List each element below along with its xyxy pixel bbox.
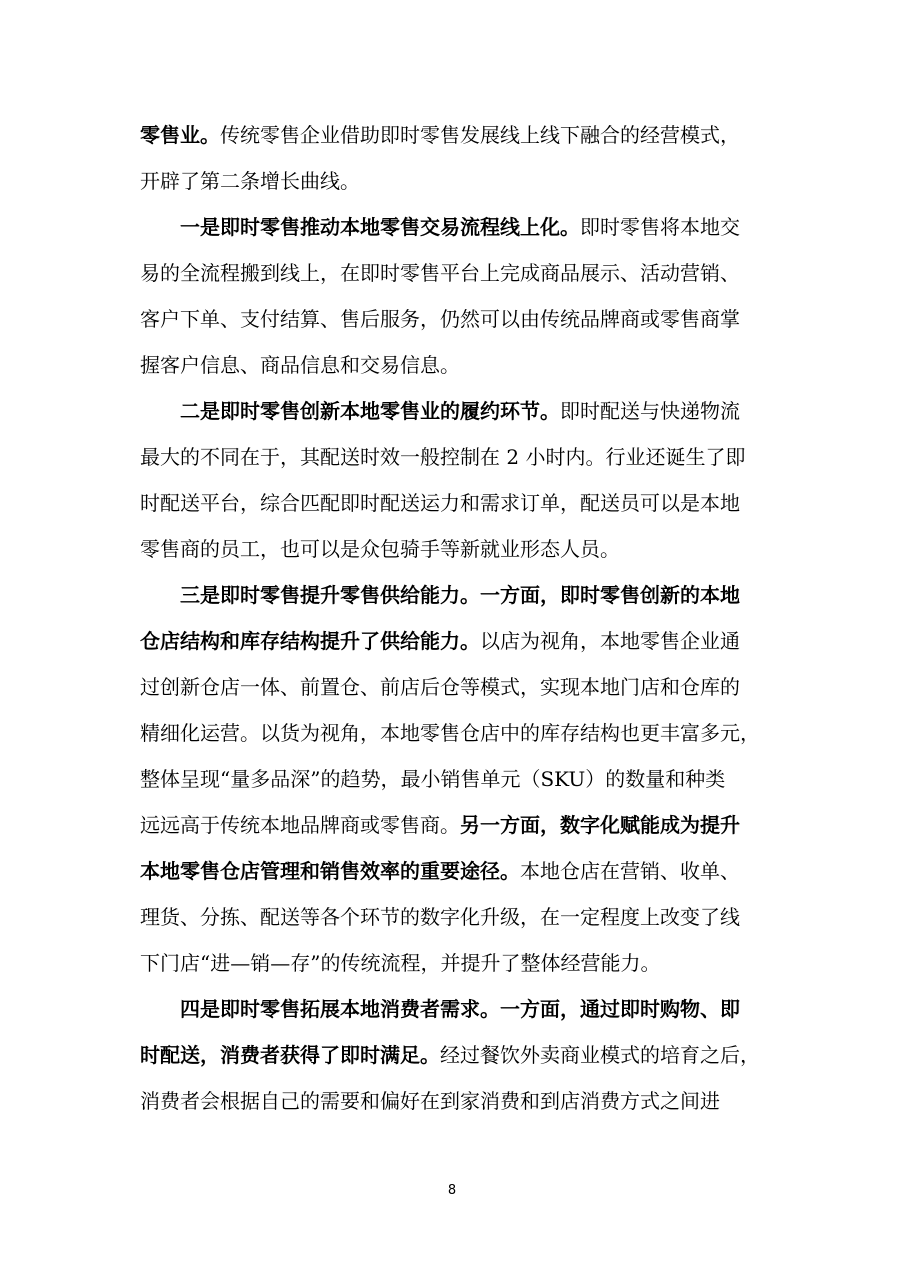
body-text: 远远高于传统本地品牌商或零售商。 <box>140 813 460 837</box>
body-text: 消费者会根据自己的需要和偏好在到家消费和到店消费方式之间进 <box>140 1089 720 1113</box>
paragraph-5 <box>140 986 766 1124</box>
paragraph-line <box>140 296 766 342</box>
paragraph-line <box>140 848 766 894</box>
bold-text: 本地零售仓店管理和销售效率的重要途径。 <box>140 859 520 883</box>
body-text: 传统零售企业借助即时零售发展线上线下融合的经营模式， <box>220 123 740 147</box>
body-text: 理货、分拣、配送等各个环节的数字化升级，在一定程度上改变了线 <box>140 905 740 929</box>
body-text: 整体呈现“量多品深”的趋势，最小销售单元（SKU）的数量和种类 <box>140 767 726 791</box>
paragraph-line <box>140 112 766 158</box>
body-text: 开辟了第二条增长曲线。 <box>140 169 360 193</box>
bold-text: 三是即时零售提升零售供给能力。一方面，即时零售创新的本地 <box>180 583 740 607</box>
body-text: 过创新仓店一体、前置仓、前店后仓等模式，实现本地门店和仓库的 <box>140 675 740 699</box>
paragraph-line <box>140 986 766 1032</box>
document-body <box>140 112 766 1124</box>
body-text: 以店为视角，本地零售企业通 <box>480 629 740 653</box>
paragraph-line <box>140 664 766 710</box>
body-text: 下门店“进—销—存”的传统流程，并提升了整体经营能力。 <box>140 951 661 975</box>
paragraph-line <box>140 618 766 664</box>
paragraph-line <box>140 572 766 618</box>
paragraph-line <box>140 756 766 802</box>
paragraph-3 <box>140 388 766 572</box>
bold-text: 四是即时零售拓展本地消费者需求。一方面，通过即时购物、即 <box>180 997 740 1021</box>
paragraph-line <box>140 250 766 296</box>
paragraph-line <box>140 1078 766 1124</box>
bold-text: 另一方面，数字化赋能成为提升 <box>460 813 740 837</box>
paragraph-line <box>140 894 766 940</box>
bold-text: 零售业。 <box>140 123 220 147</box>
bold-text: 时配送，消费者获得了即时满足。 <box>140 1043 440 1067</box>
body-text: 即时配送与快递物流 <box>560 399 740 423</box>
paragraph-line <box>140 940 766 986</box>
body-text: 零售商的员工，也可以是众包骑手等新就业形态人员。 <box>140 537 620 561</box>
paragraph-4 <box>140 572 766 986</box>
paragraph-line <box>140 710 766 756</box>
body-text: 精细化运营。以货为视角，本地零售仓店中的库存结构也更丰富多元， <box>140 721 760 745</box>
bold-text: 仓店结构和库存结构提升了供给能力。 <box>140 629 480 653</box>
paragraph-line <box>140 342 766 388</box>
body-text: 时配送平台，综合匹配即时配送运力和需求订单，配送员可以是本地 <box>140 491 740 515</box>
paragraph-line <box>140 158 766 204</box>
paragraph-line <box>140 802 766 848</box>
body-text: 握客户信息、商品信息和交易信息。 <box>140 353 460 377</box>
paragraph-line <box>140 1032 766 1078</box>
paragraph-line <box>140 434 766 480</box>
paragraph-line <box>140 388 766 434</box>
paragraph-line <box>140 480 766 526</box>
paragraph-2 <box>140 204 766 388</box>
paragraph-line <box>140 526 766 572</box>
body-text: 本地仓店在营销、收单、 <box>520 859 740 883</box>
paragraph-line <box>140 204 766 250</box>
body-text: 易的全流程搬到线上，在即时零售平台上完成商品展示、活动营销、 <box>140 261 740 285</box>
bold-text: 一是即时零售推动本地零售交易流程线上化。 <box>180 215 580 239</box>
body-text: 客户下单、支付结算、售后服务，仍然可以由传统品牌商或零售商掌 <box>140 307 740 331</box>
paragraph-1 <box>140 112 766 204</box>
body-text: 经过餐饮外卖商业模式的培育之后， <box>440 1043 760 1067</box>
page-number: 8 <box>447 1183 457 1198</box>
body-text: 即时零售将本地交 <box>580 215 740 239</box>
body-text: 最大的不同在于，其配送时效一般控制在 2 小时内。行业还诞生了即 <box>140 445 746 469</box>
bold-text: 二是即时零售创新本地零售业的履约环节。 <box>180 399 560 423</box>
